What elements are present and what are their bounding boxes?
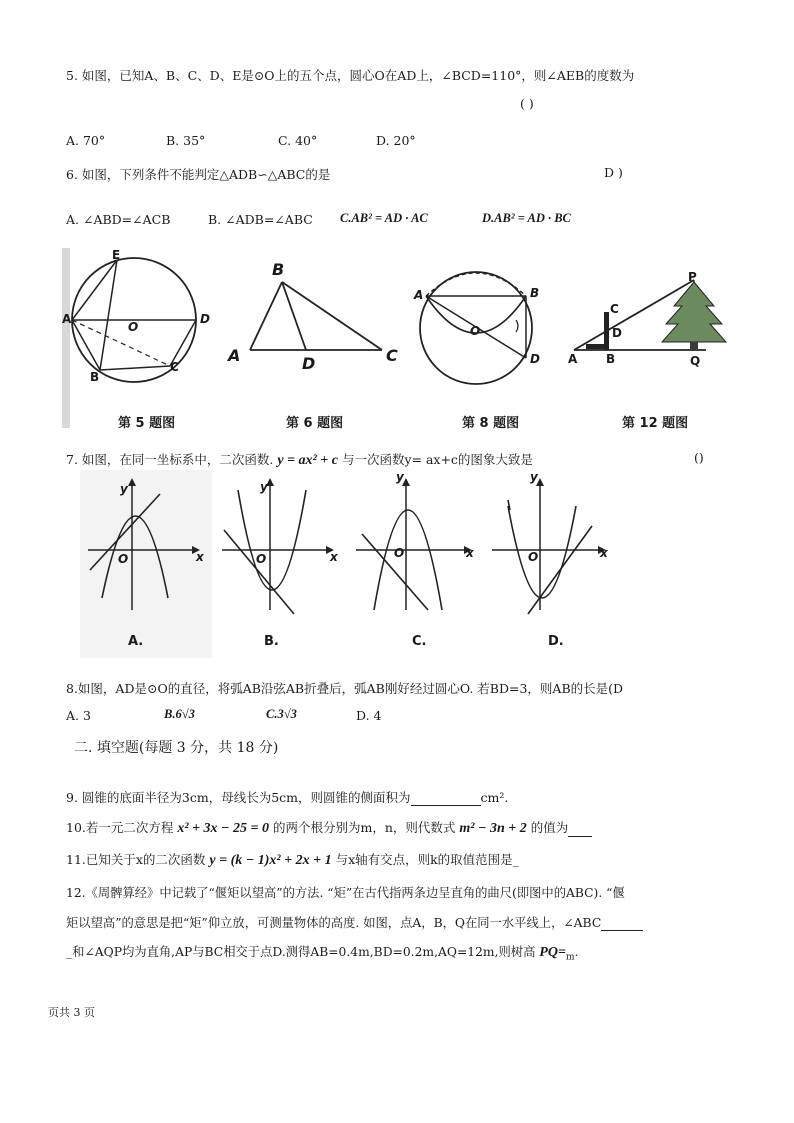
fig5-label-e: E: [112, 248, 121, 262]
fig8-caption: 第 8 题图: [462, 416, 520, 431]
figure-8-drawing: [412, 262, 562, 392]
q9-text-a: 9. 圆锥的底面半径为3cm，母线长为5cm，则圆锥的侧面积为: [66, 790, 411, 805]
q12-line-2-text: 矩以望高”的意思是把“矩”仰立放，可测量物体的高度. 如图，点A，B，Q在同一水平线上，∠ABC: [66, 916, 602, 930]
q12-line-1: 12.《周髀算经》中记载了“偃矩以望高”的方法. “矩”在古代指两条边呈直角的曲尺(即图中的ABC). “偃: [66, 886, 625, 900]
q6-option-c: C.AB² = AD · AC: [340, 211, 428, 225]
q10-formula-1: x² + 3x − 25 = 0: [177, 821, 270, 836]
q6-option-b: B. ∠ADB=∠ABC: [208, 212, 313, 227]
q12-line-3: [66, 942, 578, 962]
q11-formula: y = (k − 1)x² + 2x + 1: [209, 853, 332, 868]
q7-text-a: 7. 如图，在同一坐标系中，二次函数.: [66, 452, 274, 467]
q6-option-a: A. ∠ABD=∠ACB: [66, 212, 171, 227]
q7d-axis-x: x: [600, 546, 608, 560]
q7b-axis-y: y: [260, 480, 268, 494]
q7d-caption: D.: [548, 634, 564, 649]
q7-text: [66, 450, 533, 469]
q8-option-c: C.3√3: [266, 707, 297, 721]
q6-text: 6. 如图，下列条件不能判定△ADB∽△ABC的是: [66, 167, 331, 182]
q9-blank[interactable]: [411, 793, 481, 806]
q12-blank-1[interactable]: [601, 918, 643, 931]
fig8-label-d: D: [530, 352, 540, 366]
q7-graph-b: [216, 470, 346, 658]
q12-end: .: [574, 945, 579, 959]
fig8-label-o: O: [470, 324, 481, 338]
q7-answer-paren: (): [694, 450, 704, 465]
q8-text: 8.如图，AD是⊙O的直径，将弧AB沿弦AB折叠后，弧AB刚好经过圆心O. 若BD=3，则AB的长是(D: [66, 681, 624, 696]
q7c-axis-y: y: [396, 470, 404, 484]
fig12-label-a: A: [568, 352, 578, 366]
fig6-label-b: B: [272, 260, 285, 279]
figure-5: [62, 248, 222, 431]
q6-answer: D ): [604, 165, 623, 180]
q5-answer-paren: ( ): [520, 96, 534, 111]
q11-text-b: 与x轴有交点，则k的取值范围是_: [335, 852, 519, 867]
fig8-label-a: A: [414, 288, 424, 302]
q7d-axis-y: y: [530, 470, 538, 484]
q9-text-b: cm².: [480, 790, 509, 805]
q7b-axis-x: x: [330, 550, 338, 564]
q7-graph-d: [488, 470, 618, 658]
fig12-caption: 第 12 题图: [622, 416, 689, 431]
q7-graph-b-drawing: [216, 470, 346, 620]
figure-6-drawing: [226, 258, 406, 388]
q7b-caption: B.: [264, 634, 279, 649]
q12-line-2: [66, 913, 643, 931]
q12-unit: m: [565, 952, 575, 963]
figure-12-drawing: [566, 272, 736, 372]
q10-text-b: 的两个根分别为m，n，则代数式: [273, 820, 456, 835]
fig12-label-q: Q: [690, 354, 701, 368]
fig12-label-d: D: [612, 326, 622, 340]
figure-6: [226, 258, 406, 430]
fig5-label-a: A: [62, 312, 72, 326]
q7-graph-a: [80, 470, 212, 658]
fig5-label-o: O: [128, 320, 139, 334]
figure-12: [566, 272, 736, 432]
q7c-caption: C.: [412, 634, 427, 649]
q7-text-b: 与一次函数y= ax+c的图象大致是: [341, 452, 533, 467]
q12-formula: PQ=: [539, 945, 566, 960]
fig5-label-d: D: [200, 312, 210, 326]
q7-graph-c-drawing: [352, 470, 482, 620]
fig5-label-b: B: [90, 370, 100, 384]
q11-text: [66, 850, 519, 869]
figure-8: [412, 262, 562, 432]
fig12-label-p: P: [688, 270, 697, 284]
q7-graph-c: [352, 470, 482, 658]
q7c-axis-x: x: [466, 546, 474, 560]
fig5-label-c: C: [170, 360, 179, 374]
q7a-axis-y: y: [120, 482, 128, 496]
q5-option-a: A. 70°: [66, 133, 106, 148]
q7-graph-a-drawing: [80, 470, 212, 620]
q8-option-b: B.6√3: [164, 707, 195, 721]
page-footer: 页共 3 页: [48, 1006, 95, 1019]
q10-blank[interactable]: [568, 824, 592, 837]
q5-option-b: B. 35°: [166, 133, 206, 148]
fig8-label-b: B: [530, 286, 540, 300]
q7-formula: y = ax² + c: [277, 453, 338, 468]
fig6-label-c: C: [386, 346, 398, 365]
q12-line-3-text: _和∠AQP均为直角,AP与BC相交于点D.测得AB=0.4m,BD=0.2m,AQ=12m,则树高: [66, 945, 536, 959]
q9-text: [66, 788, 508, 806]
q8-option-a: A. 3: [66, 708, 91, 723]
section-fill-in-blank-title: 二. 填空题(每题 3 分，共 18 分): [74, 740, 279, 756]
q5-option-c: C. 40°: [278, 133, 318, 148]
q7b-origin: O: [256, 552, 267, 566]
fig6-caption: 第 6 题图: [286, 416, 344, 431]
q7d-origin: O: [528, 550, 539, 564]
q10-formula-2: m² − 3n + 2: [459, 821, 527, 836]
q11-text-a: 11.已知关于x的二次函数: [66, 852, 206, 867]
q7-graph-d-drawing: [488, 470, 618, 620]
q10-text-c: 的值为: [530, 820, 569, 835]
q7a-axis-x: x: [196, 550, 204, 564]
q6-option-d: D.AB² = AD · BC: [482, 211, 571, 225]
q5-option-d: D. 20°: [376, 133, 416, 148]
q7c-origin: O: [394, 546, 405, 560]
q10-text: [66, 818, 592, 837]
figure-5-drawing: [62, 248, 222, 428]
q8-option-d: D. 4: [356, 708, 382, 723]
fig6-label-d: D: [302, 354, 316, 373]
fig5-caption: 第 5 题图: [118, 416, 176, 431]
q7a-origin: O: [118, 552, 129, 566]
fig12-label-c: C: [610, 302, 619, 316]
q7a-caption: A.: [128, 634, 144, 649]
q5-text: 5. 如图，已知A、B、C、D、E是⊙O上的五个点，圆心O在AD上，∠BCD=110°，则∠AEB的度数为: [66, 68, 635, 83]
q10-text-a: 10.若一元二次方程: [66, 820, 174, 835]
fig12-label-b: B: [606, 352, 616, 366]
fig6-label-a: A: [228, 346, 241, 365]
